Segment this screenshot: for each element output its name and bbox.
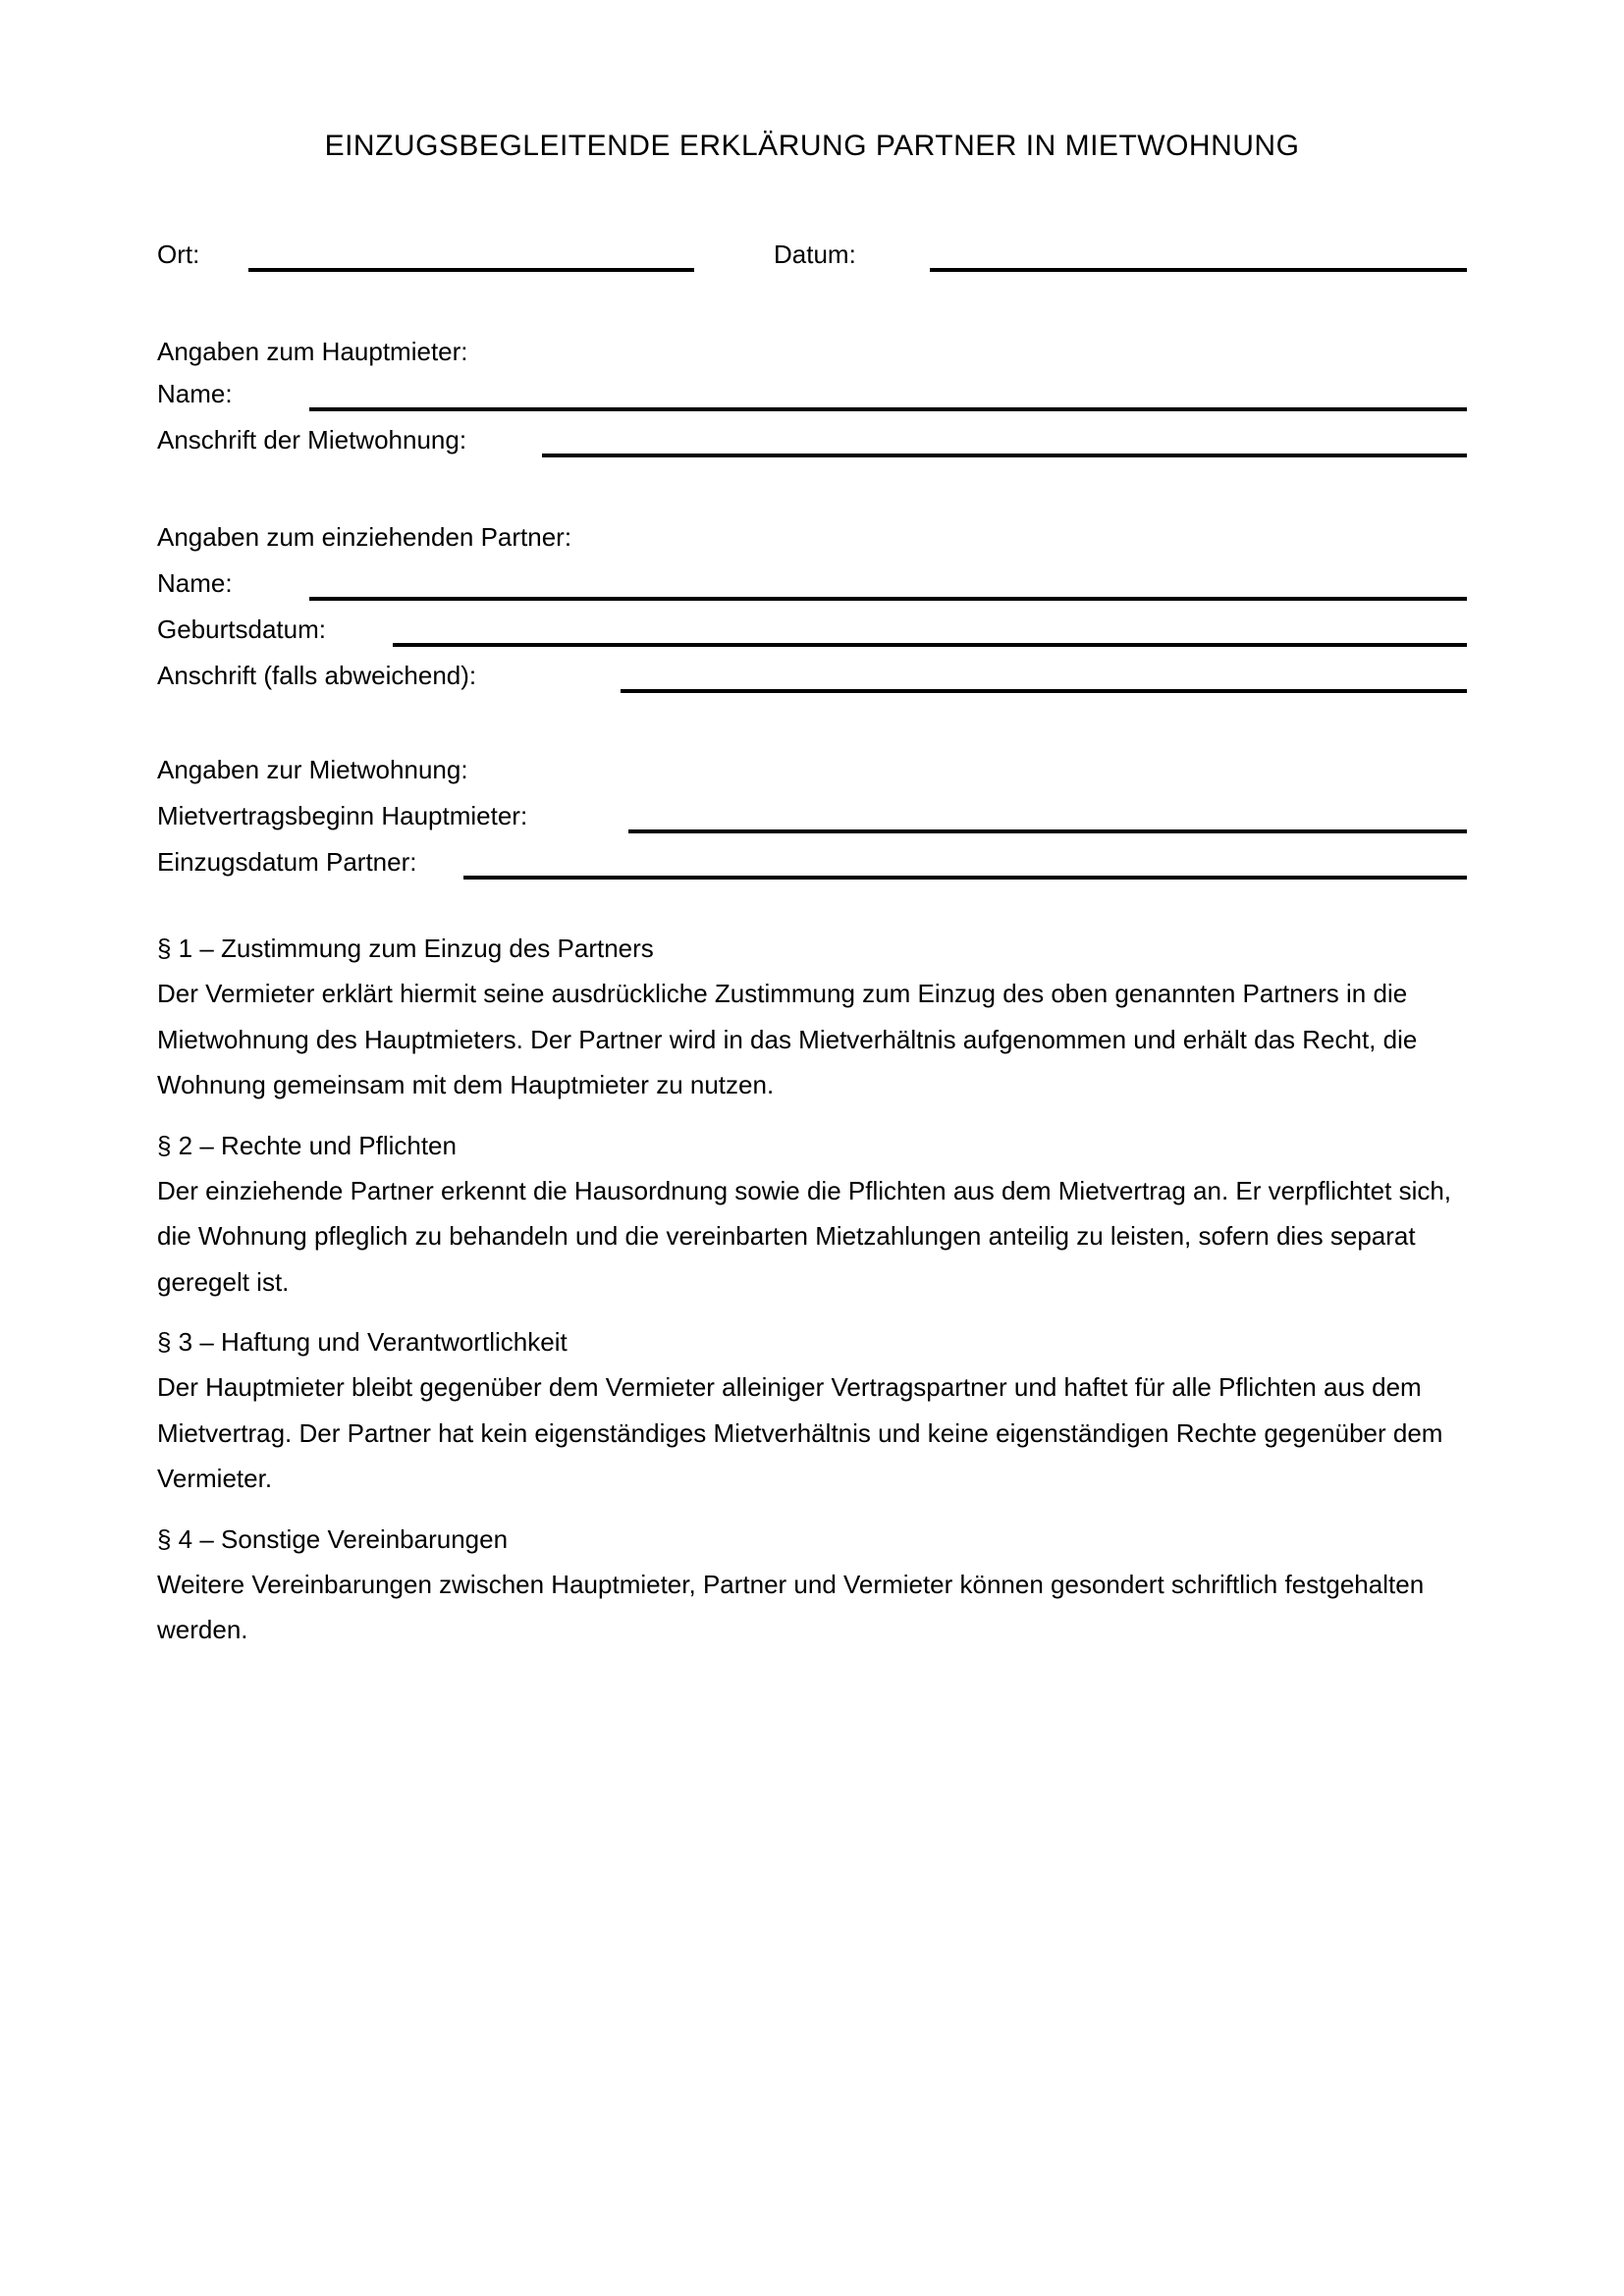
einzugsdatum-label: Einzugsdatum Partner: — [157, 847, 417, 877]
paragraph-2-heading: § 2 – Rechte und Pflichten — [157, 1130, 457, 1160]
anschrift-abweichend-line[interactable] — [621, 689, 1467, 693]
geburtsdatum-line[interactable] — [393, 643, 1467, 647]
paragraph-4-heading: § 4 – Sonstige Vereinbarungen — [157, 1523, 509, 1554]
geburtsdatum-label: Geburtsdatum: — [157, 614, 326, 644]
section-heading-partner: Angaben zum einziehenden Partner: — [157, 522, 572, 552]
paragraph-1 — [157, 934, 1467, 1108]
hauptmieter-name-label: Name: — [157, 379, 233, 408]
datum-label: Datum: — [774, 240, 856, 269]
datum-fill-line[interactable] — [930, 268, 1467, 272]
field-row-einzugsdatum — [157, 848, 1467, 880]
anschrift-mietwohnung-line[interactable] — [542, 454, 1467, 457]
anschrift-mietwohnung-label: Anschrift der Mietwohnung: — [157, 425, 467, 454]
field-row-mietvertragsbeginn — [157, 802, 1467, 833]
paragraph-3 — [157, 1328, 1467, 1502]
paragraph-1-body: Der Vermieter erklärt hiermit seine ausdrückliche Zustimmung zum Einzug des oben genannten Partners in die Mietwohnung des Hauptmieters. Der Partner wird in das Mietverhältnis aufgenommen und erhält das Recht, die Wohnung gemeinsam mit dem Hauptmieter zu nutzen. — [157, 979, 1418, 1099]
einzugsdatum-line[interactable] — [463, 876, 1467, 880]
section-heading-mietwohnung: Angaben zur Mietwohnung: — [157, 755, 468, 784]
paragraph-3-heading: § 3 – Haftung und Verantwortlichkeit — [157, 1327, 568, 1357]
ort-label: Ort: — [157, 240, 200, 269]
partner-name-line[interactable] — [309, 597, 1467, 601]
mietvertragsbeginn-label: Mietvertragsbeginn Hauptmieter: — [157, 801, 528, 830]
paragraph-1-heading: § 1 – Zustimmung zum Einzug des Partners — [157, 934, 654, 963]
ort-datum-row — [157, 240, 1467, 272]
ort-fill-line[interactable] — [248, 268, 694, 272]
section-heading-hauptmieter: Angaben zum Hauptmieter: — [157, 337, 468, 366]
field-row-partner-name — [157, 569, 1467, 601]
field-row-anschrift-abweichend — [157, 662, 1467, 693]
mietvertragsbeginn-line[interactable] — [628, 829, 1467, 833]
field-row-anschrift-mietwohnung — [157, 426, 1467, 457]
paragraph-2-body: Der einziehende Partner erkennt die Hausordnung sowie die Pflichten aus dem Mietvertrag an. Er verpflichtet sich, die Wohnung pfleglich zu behandeln und die vereinbarten Mietzahlungen anteilig zu leisten, sofern dies separat geregelt ist. — [157, 1175, 1452, 1297]
partner-name-label: Name: — [157, 568, 233, 598]
paragraph-4-body: Weitere Vereinbarungen zwischen Hauptmieter, Partner und Vermieter können gesondert schriftlich festgehalten werden. — [157, 1569, 1425, 1644]
field-row-geburtsdatum — [157, 615, 1467, 647]
hauptmieter-name-line[interactable] — [309, 407, 1467, 411]
field-row-hauptmieter-name — [157, 380, 1467, 411]
anschrift-abweichend-label: Anschrift (falls abweichend): — [157, 661, 477, 690]
paragraph-2 — [157, 1132, 1467, 1306]
paragraph-3-body: Der Hauptmieter bleibt gegenüber dem Vermieter alleiniger Vertragspartner und haftet für alle Pflichten aus dem Mietvertrag. Der Partner hat kein eigenständiges Mietverhältnis und keine eigenständigen Rechte gegenüber dem Vermieter. — [157, 1372, 1443, 1493]
paragraph-4 — [157, 1525, 1467, 1653]
document-title: EINZUGSBEGLEITENDE ERKLÄRUNG PARTNER IN MIETWOHNUNG — [324, 130, 1300, 162]
